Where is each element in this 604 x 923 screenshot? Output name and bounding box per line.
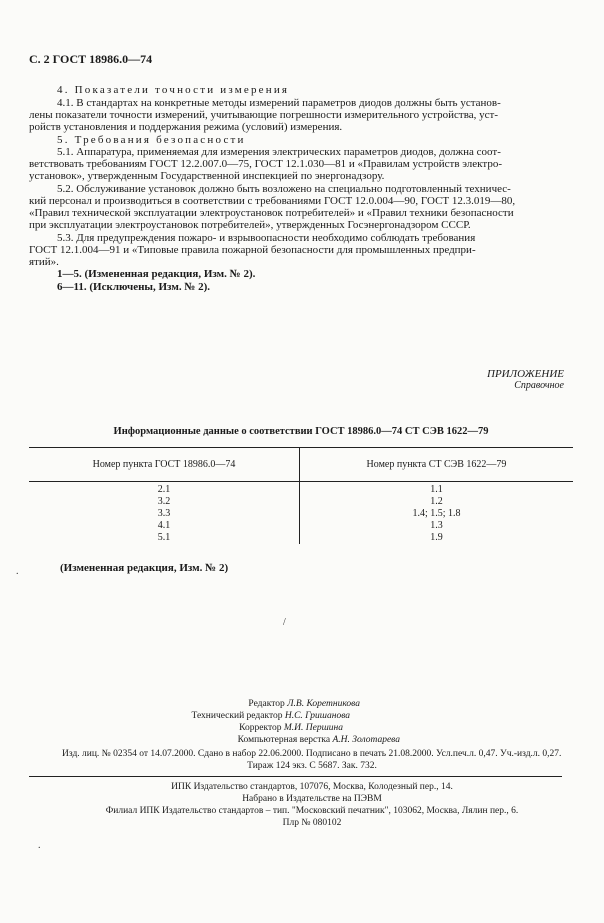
- header-st-sev-clause: Номер пункта СТ СЭВ 1622—79: [300, 448, 574, 482]
- note-changed: 1—5. (Измененная редакция, Изм. № 2).: [57, 268, 256, 280]
- appendix-title: ПРИЛОЖЕНИЕ: [487, 368, 564, 380]
- para-4-1-line-3: ройств установления и поддержания режима (условий) измерения.: [29, 121, 343, 133]
- gost-clause: 3.3: [29, 508, 300, 520]
- st-sev-clause: 1.1: [430, 484, 443, 495]
- credit-name: А.Н. Золотарева: [332, 735, 400, 745]
- table-row: [29, 508, 573, 520]
- publisher-line-2: Набрано в Издательстве на ПЭВМ: [242, 794, 382, 804]
- credit-label: Редактор: [248, 699, 285, 709]
- correspondence-table: [29, 447, 573, 544]
- stray-slash: /: [283, 617, 286, 628]
- para-4-1-line-2: лены показатели точности измерений, учитывающие погрешности измерительного устройства, уст-: [29, 109, 499, 121]
- st-sev-clause: 1.3: [430, 520, 443, 531]
- st-sev-clause: 1.4; 1.5; 1.8: [412, 508, 461, 519]
- table-header-row: [29, 448, 573, 482]
- margin-dot: .: [16, 566, 19, 577]
- credit-layout: [140, 734, 400, 747]
- st-sev-clause: 1.2: [430, 496, 443, 507]
- table-row: [29, 520, 573, 532]
- para-5-2-line-1: 5.2. Обслуживание установок должно быть возложено на специально подготовленный техничес-: [57, 183, 511, 195]
- credit-name: Л.В. Коретникова: [287, 699, 360, 709]
- credit-label: Корректор: [239, 723, 282, 733]
- gost-clause: 3.2: [29, 496, 300, 508]
- credit-label: Компьютерная верстка: [237, 735, 331, 745]
- publisher-line-3: Филиал ИПК Издательство стандартов – тип. "Московский печатник", 103062, Москва, Лялин пер., 6.: [105, 806, 519, 816]
- para-5-2-line-3: «Правил технической эксплуатации электроустановок потребителей» и «Правил техники безопасности: [29, 207, 514, 219]
- st-sev-clause: 1.9: [430, 532, 443, 543]
- para-5-3-line-2: ГОСТ 12.1.004—91 и «Типовые правила пожарной безопасности для промышленных предпри-: [29, 244, 476, 256]
- para-5-2-line-4: при эксплуатации электроустановок потребителей», утвержденных Госэнергонадзором СССР.: [29, 219, 471, 231]
- table-row: [29, 482, 573, 497]
- table-row: [29, 496, 573, 508]
- credit-name: Н.С. Гришанова: [284, 711, 350, 721]
- para-5-3-line-1: 5.3. Для предупреждения пожаро- и взрывоопасности необходимо соблюдать требования: [57, 232, 476, 244]
- para-4-1-line-1: 4.1. В стандартах на конкретные методы измерений параметров диодов должны быть установ-: [57, 97, 501, 109]
- publisher-line-4: Плр № 080102: [282, 818, 342, 828]
- appendix-subtitle: Справочное: [514, 380, 564, 391]
- publisher-line-1: ИПК Издательство стандартов, 107076, Москва, Колодезный пер., 14.: [171, 782, 453, 792]
- para-5-3-line-3: ятий».: [29, 256, 59, 268]
- section-4-title: 4. Показатели точности измерения: [57, 84, 290, 96]
- gost-clause: 5.1: [29, 532, 300, 544]
- appendix-change-note: (Измененная редакция, Изм. № 2): [60, 562, 229, 574]
- note-excluded: 6—11. (Исключены, Изм. № 2).: [57, 281, 211, 293]
- credit-label: Технический редактор: [191, 711, 283, 721]
- margin-dot-bottom: .: [38, 840, 41, 851]
- para-5-1-line-3: установок», утвержденным Государственной инспекцией по энергонадзору.: [29, 170, 385, 182]
- para-5-2-line-2: кий персонал и производиться в соответствии с требованиями ГОСТ 12.0.004—90, ГОСТ 12.3.019—80,: [29, 195, 516, 207]
- para-5-1-line-1: 5.1. Аппаратура, применяемая для измерения электрических параметров диодов, должна соот-: [57, 146, 501, 158]
- table-title: Информационные данные о соответствии ГОСТ 18986.0—74 СТ СЭВ 1622—79: [113, 426, 489, 437]
- credit-name: М.И. Першина: [283, 723, 343, 733]
- gost-clause: 2.1: [29, 482, 300, 497]
- imprint-divider: [29, 776, 562, 777]
- imprint-line-1: Изд. лиц. № 02354 от 14.07.2000. Сдано в набор 22.06.2000. Подписано в печать 21.08.2000. Усл.печ.л. 0,47. Уч.-изд.л. 0,27.: [62, 749, 562, 759]
- para-5-1-line-2: ветствовать требованиям ГОСТ 12.2.007.0—75, ГОСТ 12.1.030—81 и «Правилам устройств электро-: [29, 158, 502, 170]
- section-5-title: 5. Требования безопасности: [57, 134, 246, 146]
- page-header: С. 2 ГОСТ 18986.0—74: [29, 52, 153, 66]
- gost-clause: 4.1: [29, 520, 300, 532]
- imprint-line-2: Тираж 124 экз. С 5687. Зак. 732.: [247, 761, 377, 771]
- table-row: [29, 532, 573, 544]
- header-gost-clause: Номер пункта ГОСТ 18986.0—74: [29, 448, 300, 482]
